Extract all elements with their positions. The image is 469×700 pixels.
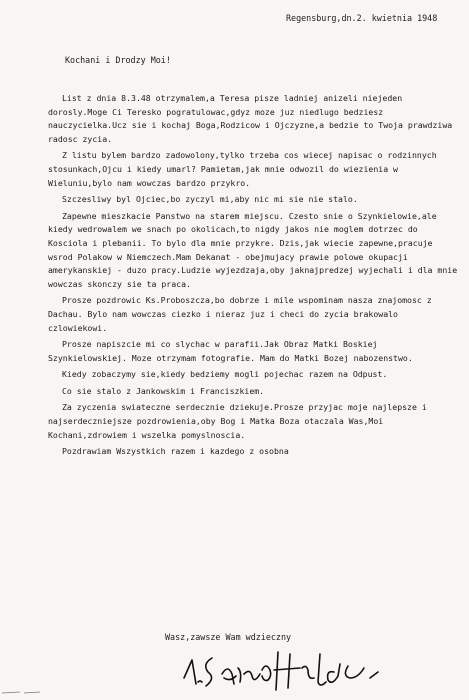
- paragraph-8: Co sie stalo z Jankowskim i Franciszkiem.: [62, 385, 265, 396]
- dateline: Regensburg,dn.2. kwietnia 1948: [286, 13, 438, 23]
- paragraph-9: Za zyczenia swiateczne serdecznie dziekuje.Prosze przyjac moje najlepsze i najserdeczniejsze pozdrowienia,oby Bog i Matka Boza otaczala Was,Moi Kochani,zdrowiem i wszelka pomyslnoscia.: [48, 402, 427, 440]
- handwritten-signature: [178, 648, 428, 692]
- paragraph-10: Pozdrawiam Wszystkich razem i kazdego z osobna: [62, 446, 289, 457]
- paragraph-2: Z listu bylem bardzo zadowolony,tylko trzeba cos wiecej napisac o rodzinnych stosunkach,Ojcu i kiedy umarl? Pamietam,jak mnie odwozil do wiezienia w Wieluniu,bylo nam wowczas bardzo przykro.: [48, 150, 437, 188]
- paragraph-7: Kiedy zobaczymy sie,kiedy bedziemy mogli pojechac razem na Odpust.: [62, 369, 388, 380]
- closing-line: Wasz,zawsze Wam wdzieczny: [165, 632, 292, 642]
- paragraph-1: List z dnia 8.3.48 otrzymalem,a Teresa pisze ladniej anizeli niejeden dorosly.Moge Ci Teresko pogratulowac,gdyz moze juz niedlugo bedziesz nauczycielka.Ucz sie i kochaj Boga,Rodzicow i Ojczyzne,a bedzie to Twoja prawdziwa radosc zycia.: [48, 93, 453, 144]
- scan-edge-mark: [0, 688, 60, 696]
- paragraph-5: Prosze pozdrowic Ks.Proboszcza,bo dobrze i mile wspominam nasza znajomosc z Dachau. Bylo nam wowczas ciezko i nieraz juz i checi do zycia brakowalo czlowiekowi.: [48, 295, 432, 333]
- salutation: Kochani i Drodzy Moi!: [65, 55, 171, 65]
- paragraph-6: Prosze napiszcie mi co slychac w parafii.Jak Obraz Matki Boskiej Szynkielowskiej. Moze otrzymam fotografie. Mam do Matki Bozej nabozenstwo.: [48, 339, 413, 363]
- paragraph-4: Zapewne mieszkacie Panstwo na starem miejscu. Czesto snie o Szynkielowie,ale kiedy wedrowalem we snach po okolicach,to nigdy jakos nie moglem dotrzec do Kosciola i plebanii. To bylo dla mnie przykre. Dzis,jak wiecie zapewne,pracuje wsrod Polakow w Niemczech.Mam Dekanat - obejmujacy prawie polowe okupacji amerykanskiej - duzo pracy.Ludzie wyjezdzaja,oby jaknajpredzej wyjechali i dla mnie wowczas skonczy sie ta praca.: [48, 210, 458, 289]
- letter-body: [48, 92, 458, 462]
- paragraph-3: Szczesliwy byl Ojciec,bo zyczyl mi,aby nic mi sie nie stalo.: [62, 194, 358, 205]
